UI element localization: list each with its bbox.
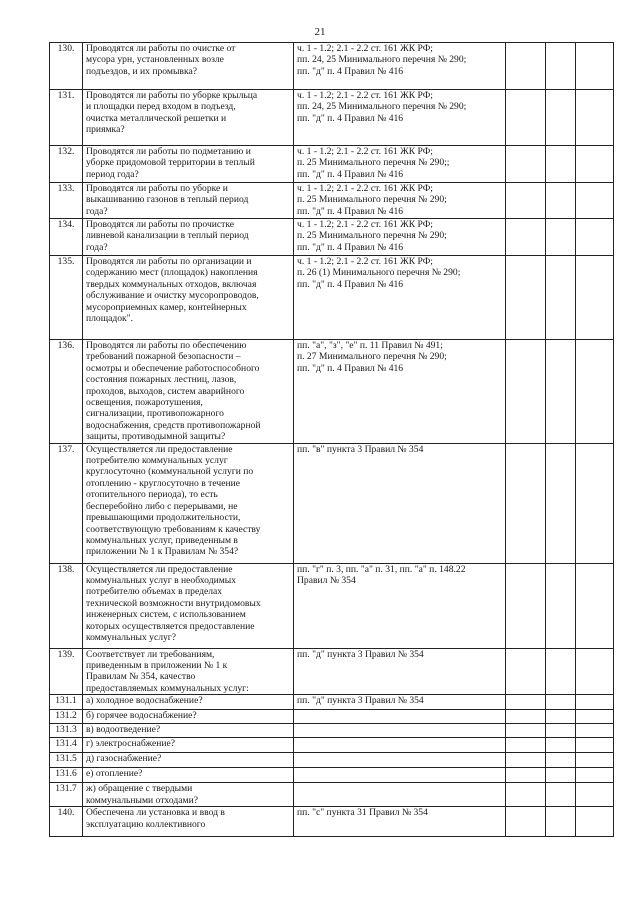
blank-cell-no <box>546 768 576 783</box>
row-number: 131. <box>50 90 83 146</box>
table-row <box>50 43 614 90</box>
blank-cell-no <box>546 183 576 219</box>
row-reference <box>294 783 506 807</box>
row-reference <box>294 753 506 768</box>
row-question: Проводятся ли работы по прочистке ливневой канализации в теплый период года? <box>83 219 294 256</box>
row-question: а) холодное водоснабжение? <box>83 695 294 710</box>
row-reference: пп. "д" пункта 3 Правил № 354 <box>294 695 506 710</box>
blank-cell-na <box>576 563 614 648</box>
row-reference: ч. 1 - 1.2; 2.1 - 2.2 ст. 161 ЖК РФ; пп. 24, 25 Минимального перечня № 290; пп. "д" п. 4 Правил № 416 <box>294 43 506 90</box>
table-row <box>50 146 614 183</box>
table-row <box>50 256 614 340</box>
row-number: 131.4 <box>50 738 83 753</box>
blank-cell-no <box>546 340 576 444</box>
blank-cell-no <box>546 648 576 695</box>
blank-cell-no <box>546 724 576 738</box>
table-row <box>50 710 614 724</box>
blank-cell-yes <box>506 710 546 724</box>
blank-cell-no <box>546 219 576 256</box>
blank-cell-yes <box>506 753 546 768</box>
row-reference: ч. 1 - 1.2; 2.1 - 2.2 ст. 161 ЖК РФ; п. 26 (1) Минимального перечня № 290; пп. "д" п. 4 Правил № 416 <box>294 256 506 340</box>
blank-cell-yes <box>506 90 546 146</box>
row-question: г) электроснабжение? <box>83 738 294 753</box>
row-reference: ч. 1 - 1.2; 2.1 - 2.2 ст. 161 ЖК РФ; п. 25 Минимального перечня № 290; пп. "д" п. 4 Правил № 416 <box>294 219 506 256</box>
row-reference <box>294 768 506 783</box>
row-reference: пп. "д" пункта 3 Правил № 354 <box>294 648 506 695</box>
checklist-rows <box>50 43 614 837</box>
blank-cell-no <box>546 563 576 648</box>
table-row <box>50 183 614 219</box>
row-question: Проводятся ли работы по уборке крыльца и площадки перед входом в подъезд, очистка металлической решетки и приямка? <box>83 90 294 146</box>
row-question: Проводятся ли работы по уборке и выкашиванию газонов в теплый период года? <box>83 183 294 219</box>
blank-cell-na <box>576 146 614 183</box>
row-number: 134. <box>50 219 83 256</box>
blank-cell-na <box>576 340 614 444</box>
table-row <box>50 738 614 753</box>
blank-cell-yes <box>506 807 546 837</box>
blank-cell-na <box>576 256 614 340</box>
row-reference: пп. "с" пункта 31 Правил № 354 <box>294 807 506 837</box>
blank-cell-na <box>576 43 614 90</box>
table-row <box>50 443 614 563</box>
blank-cell-yes <box>506 724 546 738</box>
row-reference: пп. "в" пункта 3 Правил № 354 <box>294 443 506 563</box>
row-number: 131.7 <box>50 783 83 807</box>
blank-cell-yes <box>506 648 546 695</box>
blank-cell-na <box>576 753 614 768</box>
row-number: 139. <box>50 648 83 695</box>
row-question: Осуществляется ли предоставление потребителю коммунальных услуг круглосуточно (коммунальной услуги по отоплению - круглосуточно в течение отопительного периода), то есть бесперебойно либо с перерывами, не превышающими продолжительности, соответствующую требованиям к качеству коммунальных услуг, приведенным в приложении № 1 к Правилам № 354? <box>83 443 294 563</box>
blank-cell-na <box>576 710 614 724</box>
blank-cell-na <box>576 695 614 710</box>
blank-cell-no <box>546 783 576 807</box>
blank-cell-yes <box>506 146 546 183</box>
blank-cell-yes <box>506 768 546 783</box>
blank-cell-no <box>546 695 576 710</box>
blank-cell-na <box>576 807 614 837</box>
blank-cell-na <box>576 768 614 783</box>
row-reference: ч. 1 - 1.2; 2.1 - 2.2 ст. 161 ЖК РФ; п. 25 Минимального перечня № 290;; пп. "д" п. 4 Правил № 416 <box>294 146 506 183</box>
blank-cell-na <box>576 783 614 807</box>
blank-cell-yes <box>506 563 546 648</box>
blank-cell-no <box>546 753 576 768</box>
row-number: 131.1 <box>50 695 83 710</box>
row-reference: пп. "г" п. 3, пп. "а" п. 31, пп. "а" п. 148.22 Правил № 354 <box>294 563 506 648</box>
blank-cell-na <box>576 90 614 146</box>
row-question: в) водоотведение? <box>83 724 294 738</box>
row-reference <box>294 738 506 753</box>
blank-cell-no <box>546 807 576 837</box>
row-reference <box>294 710 506 724</box>
blank-cell-na <box>576 724 614 738</box>
blank-cell-yes <box>506 340 546 444</box>
row-number: 135. <box>50 256 83 340</box>
table-row <box>50 563 614 648</box>
table-row <box>50 695 614 710</box>
blank-cell-yes <box>506 183 546 219</box>
blank-cell-yes <box>506 219 546 256</box>
blank-cell-yes <box>506 783 546 807</box>
blank-cell-no <box>546 443 576 563</box>
blank-cell-no <box>546 710 576 724</box>
row-number: 131.5 <box>50 753 83 768</box>
table-row <box>50 90 614 146</box>
row-question: Проводятся ли работы по очистке от мусора урн, установленных возле подъездов, и их промывка? <box>83 43 294 90</box>
blank-cell-yes <box>506 695 546 710</box>
row-number: 133. <box>50 183 83 219</box>
row-reference: пп. "а", "з", "е" п. 11 Правил № 491; п. 27 Минимального перечня № 290; пп. "д" п. 4 Правил № 416 <box>294 340 506 444</box>
blank-cell-yes <box>506 738 546 753</box>
row-number: 137. <box>50 443 83 563</box>
row-reference: ч. 1 - 1.2; 2.1 - 2.2 ст. 161 ЖК РФ; пп. 24, 25 Минимального перечня № 290; пп. "д" п. 4 Правил № 416 <box>294 90 506 146</box>
blank-cell-no <box>546 43 576 90</box>
table-row <box>50 340 614 444</box>
table-row <box>50 783 614 807</box>
row-question: Проводятся ли работы по обеспечению требований пожарной безопасности – осмотры и обеспечение работоспособного состояния пожарных лестниц, лазов, проходов, выходов, систем аварийного освещения, пожаротушения, сигнализации, противопожарного водоснабжения, средств противопожарной защиты, противодымной защиты? <box>83 340 294 444</box>
table-row <box>50 724 614 738</box>
blank-cell-no <box>546 90 576 146</box>
row-number: 138. <box>50 563 83 648</box>
blank-cell-yes <box>506 43 546 90</box>
row-number: 136. <box>50 340 83 444</box>
table-row <box>50 753 614 768</box>
row-question: б) горячее водоснабжение? <box>83 710 294 724</box>
blank-cell-na <box>576 183 614 219</box>
row-number: 131.2 <box>50 710 83 724</box>
blank-cell-no <box>546 738 576 753</box>
blank-cell-na <box>576 219 614 256</box>
blank-cell-no <box>546 146 576 183</box>
row-number: 140. <box>50 807 83 837</box>
row-question: ж) обращение с твердыми коммунальными отходами? <box>83 783 294 807</box>
table-row <box>50 648 614 695</box>
row-question: Обеспечена ли установка и ввод в эксплуатацию коллективного <box>83 807 294 837</box>
row-number: 131.3 <box>50 724 83 738</box>
row-number: 130. <box>50 43 83 90</box>
blank-cell-no <box>546 256 576 340</box>
blank-cell-na <box>576 738 614 753</box>
row-question: е) отопление? <box>83 768 294 783</box>
blank-cell-na <box>576 443 614 563</box>
table-row <box>50 768 614 783</box>
row-question: Осуществляется ли предоставление коммунальных услуг в необходимых потребителю объемах в пределах технической возможности внутридомовых инженерных систем, с использованием которых осуществляется предоставление коммунальных услуг? <box>83 563 294 648</box>
row-reference: ч. 1 - 1.2; 2.1 - 2.2 ст. 161 ЖК РФ; п. 25 Минимального перечня № 290; пп. "д" п. 4 Правил № 416 <box>294 183 506 219</box>
checklist-table <box>49 42 614 837</box>
row-number: 131.6 <box>50 768 83 783</box>
table-row <box>50 219 614 256</box>
row-question: Соответствует ли требованиям, приведенным в приложении № 1 к Правилам № 354, качество предоставляемых коммунальных услуг: <box>83 648 294 695</box>
table-row <box>50 807 614 837</box>
blank-cell-yes <box>506 256 546 340</box>
row-number: 132. <box>50 146 83 183</box>
row-reference <box>294 724 506 738</box>
row-question: Проводятся ли работы по подметанию и уборке придомовой территории в теплый период года? <box>83 146 294 183</box>
blank-cell-yes <box>506 443 546 563</box>
row-question: д) газоснабжение? <box>83 753 294 768</box>
blank-cell-na <box>576 648 614 695</box>
row-question: Проводятся ли работы по организации и содержанию мест (площадок) накопления твердых коммунальных отходов, включая обслуживание и очистку мусоропроводов, мусороприемных камер, контейнерных площадок". <box>83 256 294 340</box>
page-number: 21 <box>314 26 326 38</box>
